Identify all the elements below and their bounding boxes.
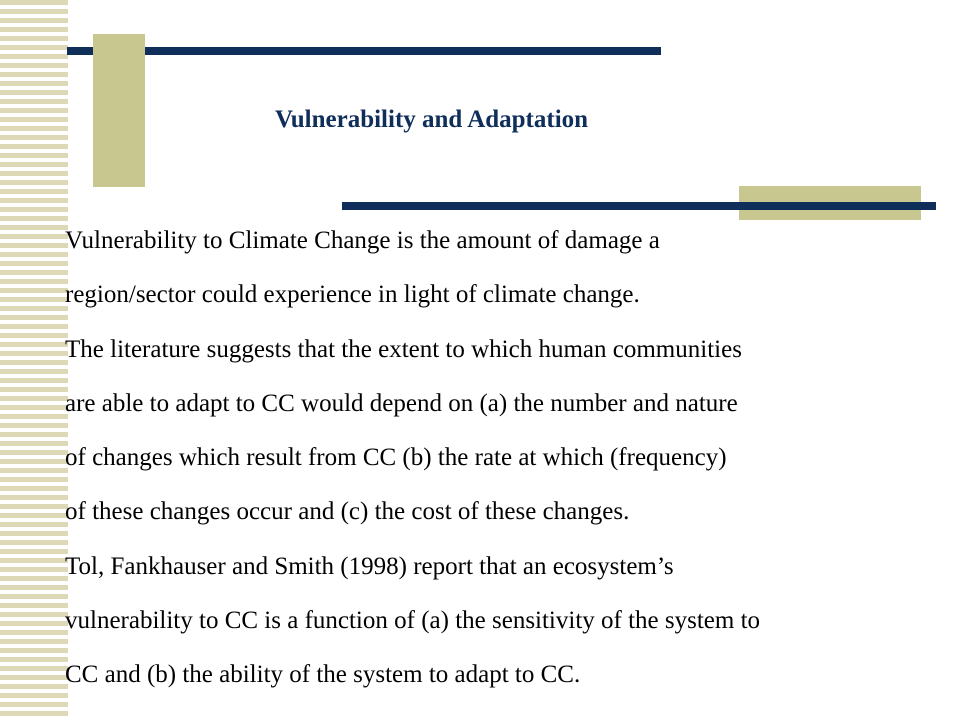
slide-body [65,214,957,703]
body-line: vulnerability to CC is a function of (a) the sensitivity of the system to [65,607,761,635]
decorative-stripe-panel [0,0,68,720]
body-line: Tol, Fankhauser and Smith (1998) report that an ecosystem’s [65,552,674,580]
decorative-left-block [93,34,145,187]
body-line: of changes which result from CC (b) the rate at which (frequency) [65,444,727,472]
body-line: are able to adapt to CC would depend on (a) the number and nature [65,389,738,417]
body-line: The literature suggests that the extent to which human communities [65,335,742,363]
slide-title: Vulnerability and Adaptation [275,106,589,133]
body-line: CC and (b) the ability of the system to adapt to CC. [65,661,581,689]
body-line: region/sector could experience in light of climate change. [65,281,640,309]
body-line: Vulnerability to Climate Change is the amount of damage a [65,227,660,254]
body-line: of these changes occur and (c) the cost of these changes. [65,498,630,526]
decorative-bottom-bar [342,202,936,210]
decorative-top-bar [67,47,661,55]
